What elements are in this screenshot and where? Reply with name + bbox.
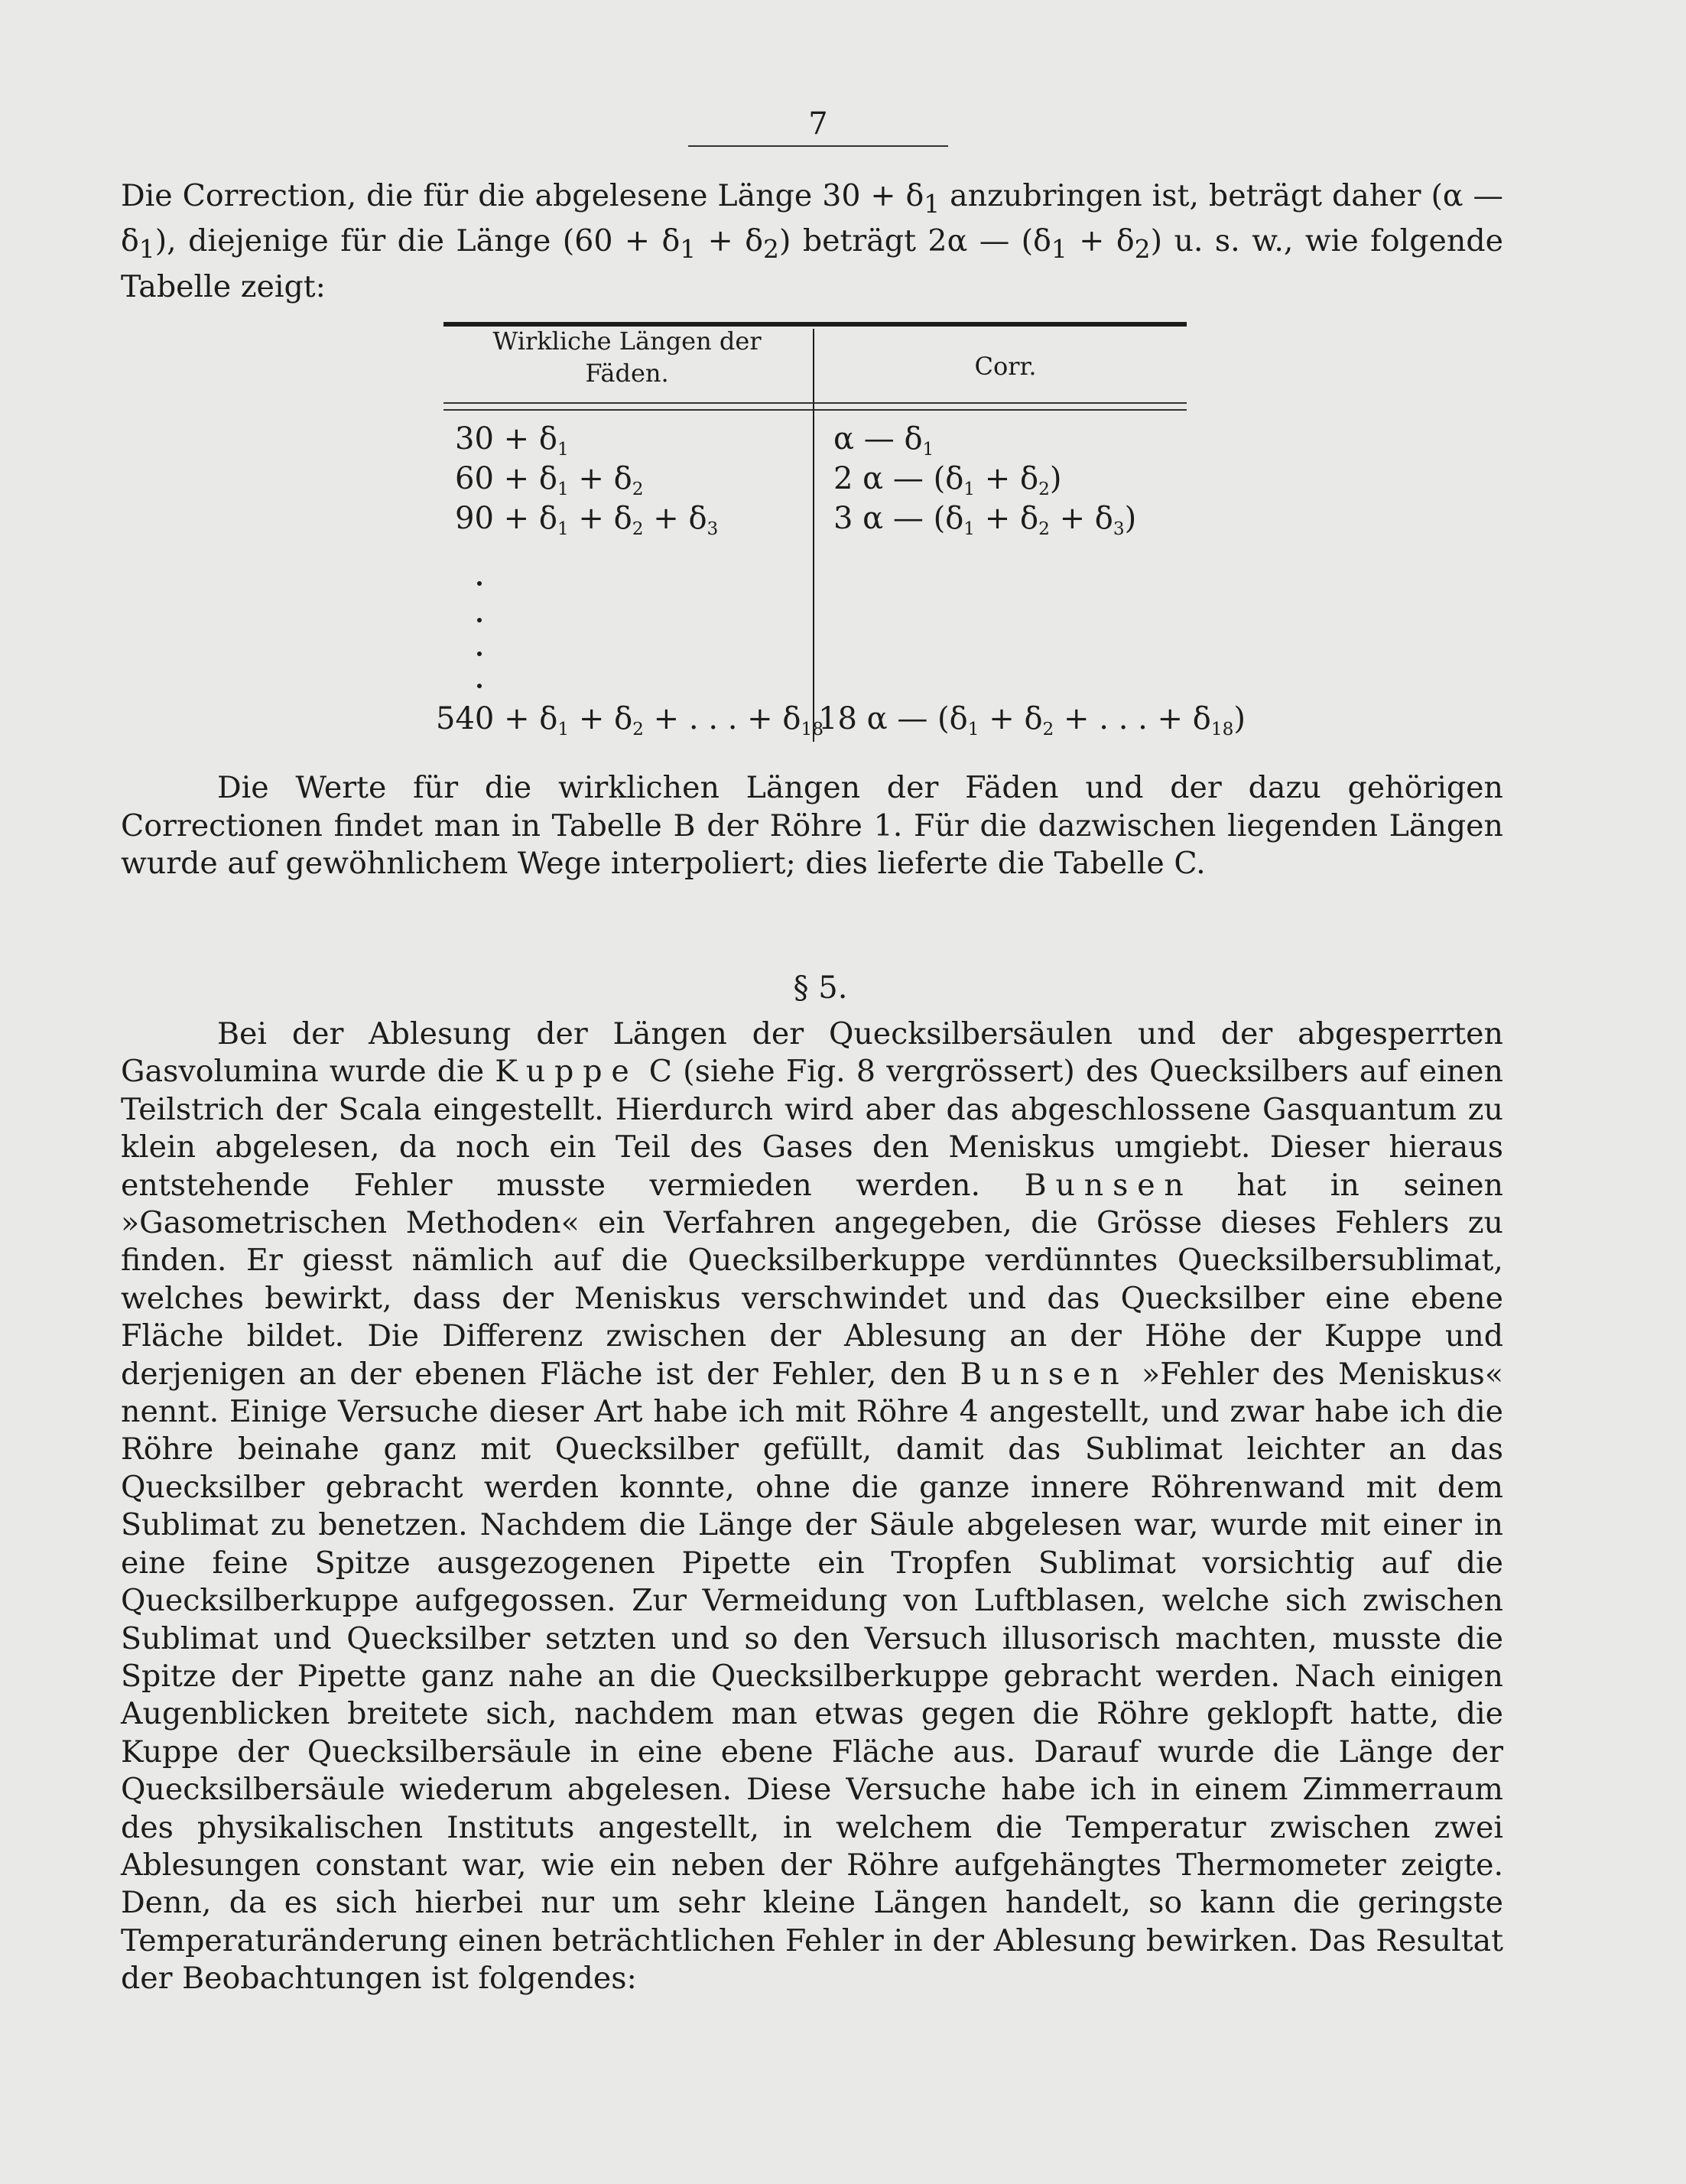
intro-text-7: ) u. s. w., wie folgende Tabelle zeigt:	[121, 223, 1503, 304]
table-cell-length: $90 + \delta_1 + \delta_2 + \delta_3$	[455, 501, 719, 540]
intro-sub-6: 2	[1134, 234, 1151, 265]
emphasis-kuppe: Kuppe	[495, 1054, 638, 1090]
table-cell-length: $540 + \delta_1 + \delta_2$ + . . . + $\delta_{18}$	[436, 701, 824, 740]
intro-sub-3: 1	[680, 234, 697, 265]
intro-sub-1: 1	[924, 188, 940, 219]
table-cell-corr: 18 α — ($\delta_1 + \delta_2$ + . . . + $\delta_{18}$)	[818, 701, 1246, 740]
table-header-rule	[443, 402, 1187, 404]
ellipsis-dot	[477, 684, 482, 688]
section-heading: § 5.	[793, 970, 848, 1006]
values-paragraph: Die Werte für die wirklichen Längen der Fäden und der dazu gehörigen Correctionen findet man in Tabelle B der Röhre 1. Für die dazwischen liegenden Längen wurde auf gewöhnlichem Wege interpoliert; dies lieferte die Tabelle C.	[121, 770, 1503, 881]
table-cell-corr: 3 α — $(\delta_1 + \delta_2 + \delta_3)$	[833, 501, 1137, 540]
ellipsis-dot	[477, 581, 482, 586]
intro-text-5: ) beträgt 2α — (δ	[778, 223, 1051, 259]
intro-sub-5: 1	[1051, 234, 1067, 265]
table-cell-length: $60 + \delta_1 + \delta_2$	[455, 461, 644, 500]
intro-text-6: + δ	[1067, 223, 1135, 259]
ellipsis-dot	[477, 618, 482, 622]
table-cell-corr: 2 α — $(\delta_1 + \delta_2)$	[833, 461, 1062, 500]
meniscus-paragraph: Bei der Ablesung der Längen der Quecksilbersäulen und der abgesperrten Gasvolumina wurde die Kuppe C (siehe Fig. 8 vergrössert) des Quecksilbers auf einen Teilstrich der Scala eingestellt. Hierdurch wird aber das abgeschlossene Gasquantum zu klein abgelesen, da noch ein Teil des Gases den Meniskus umgiebt. Dieser hieraus entstehende Fehler musste vermieden werden. Bunsen hat in seinen »Gasometrischen Methoden« ein Verfahren angegeben, die Grösse dieses Fehlers zu finden. Er giesst nämlich auf die Quecksilberkuppe verdünntes Quecksilbersublimat, welches bewirkt, dass der Meniskus verschwindet und das Quecksilber eine ebene Fläche bildet. Die Differenz zwischen der Ablesung an der Höhe der Kuppe und derjenigen an der ebenen Fläche ist der Fehler, den Bunsen »Fehler des Meniskus« nennt. Einige Versuche dieser Art habe ich mit Röhre 4 angestellt, und zwar habe ich die Röhre beinahe ganz mit Quecksilber gefüllt, damit das Sublimat leichter an das Quecksilber gebracht werden konnte, ohne die ganze innere Röhrenwand mit dem Sublimat zu benetzen. Nachdem die Länge der Säule abgelesen war, wurde mit einer in eine feine Spitze ausgezogenen Pipette ein Tropfen Sublimat vorsichtig auf die Quecksilberkuppe aufgegossen. Zur Vermeidung von Luftblasen, welche sich zwischen Sublimat und Quecksilber setzten und so den Versuch illusorisch machten, musste die Spitze der Pipette ganz nahe an die Quecksilberkuppe gebracht werden. Nach einigen Augenblicken breitete sich, nachdem man etwas gegen die Röhre geklopft hatte, die Kuppe der Quecksilbersäule in eine ebene Fläche aus. Darauf wurde die Länge der Quecksilbersäule wiederum abgelesen. Diese Versuche habe ich in einem Zimmerraum des physikalischen Instituts angestellt, in welchem die Temperatur zwischen zwei Ablesungen constant war, wie ein neben der Röhre aufgehängtes Thermometer zeigte. Denn, da es sich hierbei nur um sehr kleine Längen handelt, so kann die geringste Temperaturänderung einen beträchtlichen Fehler in der Ablesung bewirken. Das Resultat der Beobachtungen ist folgendes:	[121, 1016, 1503, 1997]
table-column-divider	[813, 329, 814, 742]
intro-sub-2: 1	[138, 234, 155, 265]
emphasis-bunsen: Bunsen	[960, 1356, 1129, 1392]
table-cell-length: $30 + \delta_1$	[455, 421, 569, 460]
intro-text-3: ), diejenige für die Länge (60 + δ	[154, 223, 681, 259]
intro-paragraph	[121, 177, 1503, 306]
intro-text-2: anzubringen ist, beträgt daher (α — δ	[121, 178, 1504, 259]
ellipsis-dot	[477, 652, 482, 656]
intro-text-1: Die Correction, die für die abgelesene Länge 30 + δ	[121, 178, 924, 213]
page-number: 7	[808, 106, 828, 141]
table-header-lengths: Wirkliche Längen der Fäden.	[492, 327, 762, 388]
table-cell-corr: α — $\delta_1$	[833, 421, 934, 460]
intro-text-4: + δ	[696, 223, 764, 259]
intro-sub-4: 2	[763, 234, 779, 265]
table-header-rule	[443, 409, 1187, 411]
emphasis-bunsen: Bunsen	[1024, 1167, 1193, 1203]
page-number-rule	[688, 145, 948, 147]
table-header-corr: Corr.	[974, 352, 1037, 381]
